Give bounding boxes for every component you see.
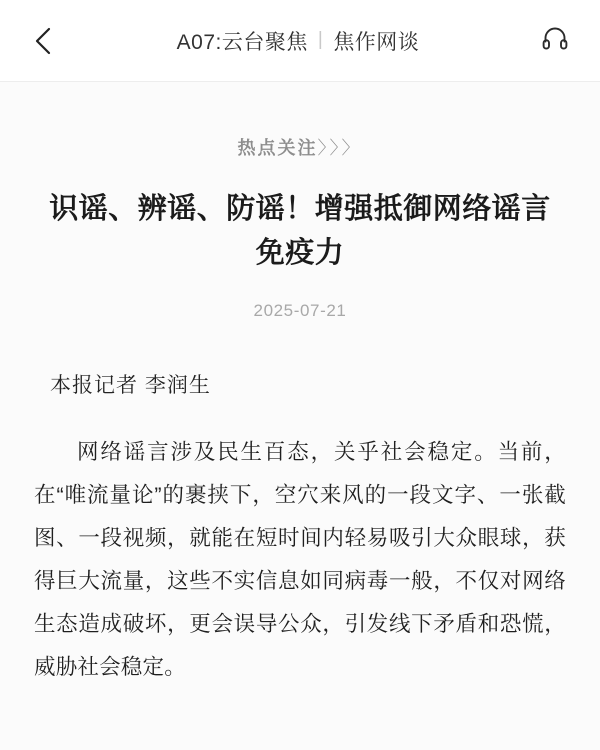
listen-article-button[interactable]: [536, 22, 574, 60]
article-publish-date: 2025-07-21: [253, 301, 347, 320]
article-kicker: [34, 134, 566, 160]
page-title-separator: |: [317, 28, 324, 50]
chevron-left-icon: [32, 26, 54, 56]
article-content: [0, 82, 600, 750]
page-title: [60, 26, 536, 56]
page-title-section: A07:云台聚焦: [176, 30, 308, 54]
back-button[interactable]: [26, 24, 60, 58]
page-title-column: 焦作网谈: [333, 30, 420, 54]
article-byline: 本报记者 李润生: [50, 374, 211, 397]
headphones-icon: [541, 24, 569, 57]
article-kicker-label: 热点关注: [237, 138, 318, 158]
article-paragraph: 网络谣言涉及民生百态，关乎社会稳定。当前，在“唯流量论”的裹挟下，空穴来风的一段文字、一张截图、一段视频，就能在短时间内轻易吸引大众眼球，获得巨大流量，这些不实信息如同病毒一般，不仅对网络生态造成破坏，更会误导公众，引发线下矛盾和恐慌，威胁社会稳定。: [34, 440, 566, 679]
article-headline: 识谣、辨谣、防谣！增强抵御网络谣言免疫力: [49, 193, 551, 269]
top-navigation-bar: [0, 0, 600, 82]
article-kicker-arrows: 〉〉〉: [317, 138, 363, 158]
